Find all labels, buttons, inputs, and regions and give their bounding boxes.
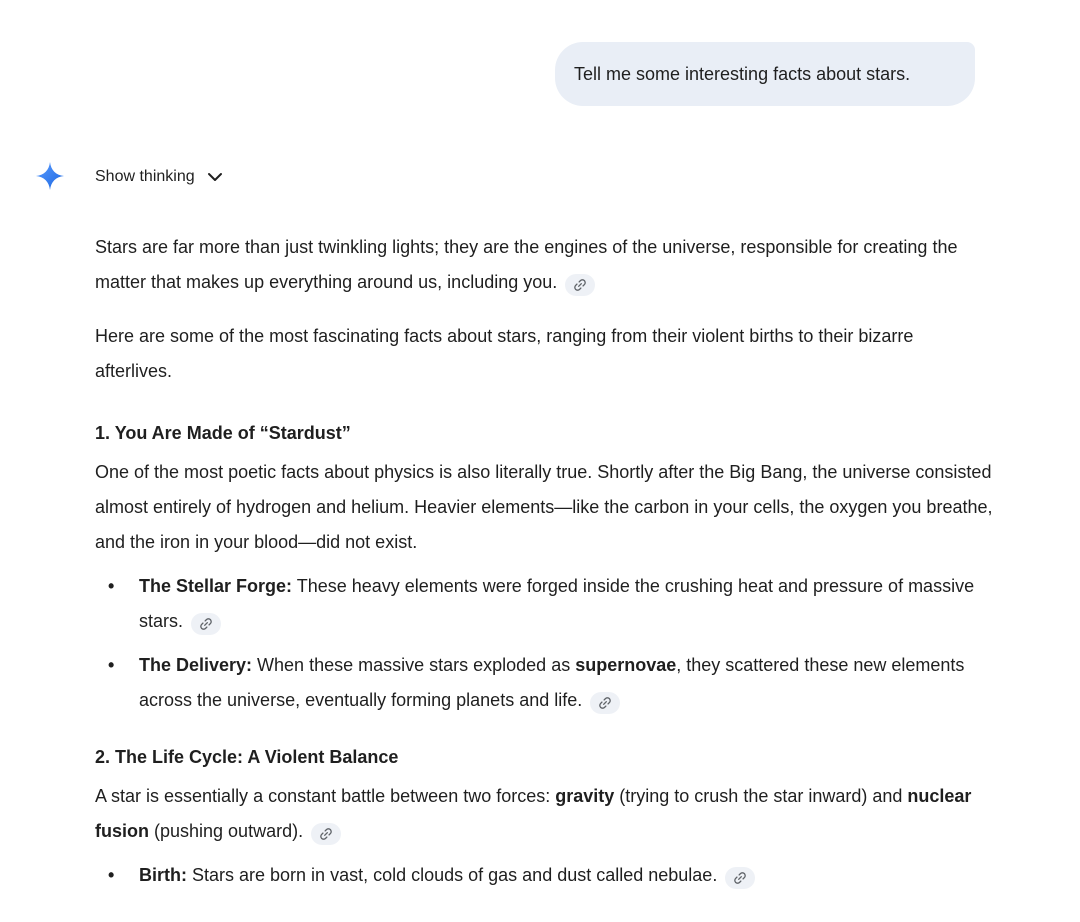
show-thinking-label: Show thinking bbox=[95, 168, 195, 185]
show-thinking-toggle[interactable] bbox=[95, 164, 223, 190]
source-link-chip[interactable] bbox=[191, 613, 221, 635]
body-text: A star is essentially a constant battle between two forces: bbox=[95, 786, 556, 806]
assistant-response bbox=[95, 230, 995, 902]
user-message-bubble bbox=[555, 42, 975, 106]
body-text: (pushing outward). bbox=[149, 821, 304, 841]
source-link-chip[interactable] bbox=[565, 274, 595, 296]
body-text: (trying to crush the star inward) and bbox=[614, 786, 908, 806]
intro-text: Stars are far more than just twinkling lights; they are the engines of the universe, responsible for creating the matter that makes up everything around us, including you. bbox=[95, 237, 958, 292]
bullet-term: Birth: bbox=[139, 865, 187, 885]
stardust-bullet-list bbox=[95, 569, 995, 718]
bullet-term: The Stellar Forge: bbox=[139, 576, 293, 596]
life-cycle-bullet-list bbox=[95, 858, 995, 893]
bullet-emphasis: supernovae bbox=[575, 655, 677, 675]
list-item bbox=[95, 648, 995, 718]
source-link-chip[interactable] bbox=[725, 867, 755, 889]
bullet-dot: • bbox=[108, 655, 115, 675]
gemini-sparkle-icon bbox=[34, 160, 66, 192]
section-body-stardust: One of the most poetic facts about physics is also literally true. Shortly after the Big Bang, the universe consisted almost entirely of hydrogen and helium. Heavier elements—like the carbon in your cells, the oxygen you breathe, and the iron in your blood—did not exist. bbox=[95, 462, 993, 552]
user-message-text: Tell me some interesting facts about stars. bbox=[574, 64, 911, 84]
link-icon bbox=[573, 278, 587, 292]
chevron-down-icon bbox=[207, 172, 223, 182]
emphasis-gravity: gravity bbox=[555, 786, 615, 806]
bullet-text: These heavy elements were forged inside the crushing heat and pressure of massive stars. bbox=[139, 576, 975, 631]
source-link-chip[interactable] bbox=[590, 692, 620, 714]
source-link-chip[interactable] bbox=[311, 823, 341, 845]
list-item bbox=[95, 569, 995, 639]
intro-paragraph bbox=[95, 230, 995, 300]
bullet-text: , they scattered these new elements across the universe, eventually forming planets and life. bbox=[139, 655, 965, 710]
link-icon bbox=[733, 871, 747, 885]
bullet-term: The Delivery: bbox=[139, 655, 253, 675]
lead-paragraph: Here are some of the most fascinating facts about stars, ranging from their violent births to their bizarre afterlives. bbox=[95, 326, 914, 381]
link-icon bbox=[199, 617, 213, 631]
section-heading-life-cycle: 2. The Life Cycle: A Violent Balance bbox=[95, 747, 399, 767]
emphasis-nuclear-fusion: nuclear fusion bbox=[95, 786, 972, 841]
bullet-text: When these massive stars exploded as bbox=[252, 655, 576, 675]
bullet-text: Stars are born in vast, cold clouds of gas and dust called nebulae. bbox=[187, 865, 718, 885]
section-heading-stardust: 1. You Are Made of “Stardust” bbox=[95, 423, 351, 443]
bullet-dot: • bbox=[108, 865, 115, 885]
section-body-life-cycle bbox=[95, 779, 995, 849]
list-item bbox=[95, 858, 995, 893]
link-icon bbox=[319, 827, 333, 841]
bullet-dot: • bbox=[108, 576, 115, 596]
link-icon bbox=[598, 696, 612, 710]
